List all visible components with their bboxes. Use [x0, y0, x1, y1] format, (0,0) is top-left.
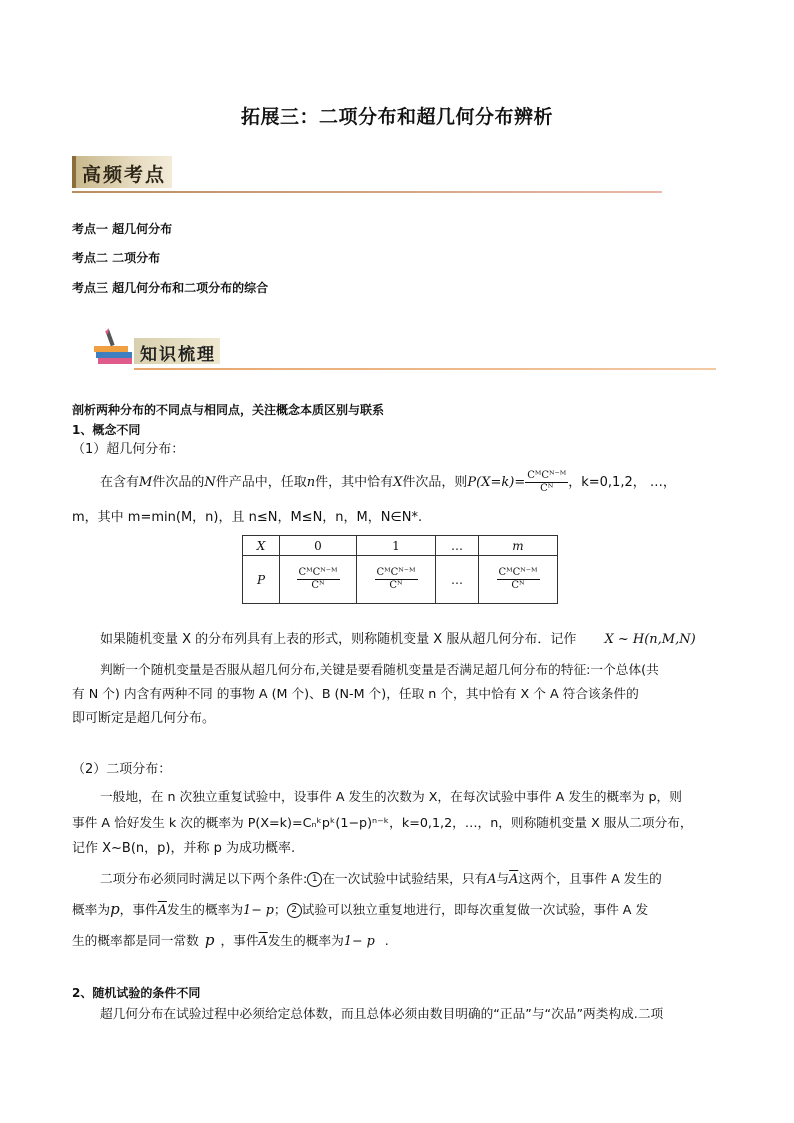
distribution-table — [242, 535, 558, 604]
banner-label: 知识梳理 — [140, 345, 216, 365]
text: . — [384, 933, 389, 948]
text: 生的概率都是同一常数 — [72, 933, 199, 948]
text: 件产品中，任取 — [215, 475, 307, 490]
kaodian-item-1: 考点一 超几何分布 — [72, 222, 173, 236]
fraction-numerator: CᴹCᴺ⁻ᴹ — [376, 567, 416, 578]
banner-underline — [134, 368, 716, 370]
circled-number-2: 2 — [287, 903, 302, 918]
var-n: n — [306, 475, 316, 490]
fraction-denominator: Cᴺ — [311, 580, 325, 591]
text: 发生的概率为 — [267, 933, 344, 948]
section-1-sub-2: （2）二项分布： — [72, 762, 172, 777]
table-cell: 0 — [280, 536, 357, 556]
var-p: p — [204, 931, 215, 949]
text: 件，其中恰有 — [315, 475, 394, 490]
text: 试验可以独立重复地进行，即每次重复做一次试验，事件 A 发 — [301, 902, 649, 917]
table-cell — [357, 556, 436, 604]
text: 概率为 — [72, 902, 111, 917]
hyper-judge-line-3: 即可断定是超几何分布。 — [72, 711, 216, 726]
formula-lhs: P(X=k)= — [467, 475, 526, 490]
text: ，事件 — [220, 933, 259, 948]
text: 件次品，则 — [402, 475, 468, 490]
banner-label: 高频考点 — [82, 164, 167, 186]
hyper-judge-line-1: 判断一个随机变量是否服从超几何分布,关键是要看随机变量是否满足超几何分布的特征:一个总体(共 — [100, 662, 659, 677]
table-cell — [479, 556, 558, 604]
one-minus-p: 1− p — [243, 902, 274, 917]
fraction-numerator: CᴹCᴺ⁻ᴹ — [498, 567, 538, 578]
text: ； — [273, 902, 287, 917]
binomial-line-1: 一般地，在 n 次独立重复试验中，设事件 A 发生的次数为 X，在每次试验中事件 A 发生的概率为 p，则 — [100, 789, 682, 804]
binomial-cond-line-2 — [72, 899, 648, 920]
circled-number-1: 1 — [307, 872, 322, 887]
table-cell — [280, 556, 357, 604]
var-X: X — [393, 475, 403, 490]
table-fraction — [497, 567, 540, 592]
table-cell: 1 — [357, 536, 436, 556]
text: 二项分布必须同时满足以下两个条件: — [100, 871, 308, 886]
var-A-bar: $\overline{A}$ — [509, 871, 519, 886]
text: 件次品的 — [152, 475, 205, 490]
var-M: M — [139, 475, 153, 490]
hyper-def-line-2: m，其中 m=min(M，n)，且 n≤N，M≤N，n，M，N∈N*. — [72, 510, 423, 525]
text: 这两个，且事件 A 发生的 — [518, 871, 662, 886]
one-minus-p: 1− p — [343, 933, 375, 948]
binomial-cond-line-3 — [72, 930, 389, 951]
text: 如果随机变量 X 的分布列具有上表的形式，则称随机变量 X 服从超几何分布．记作 — [100, 632, 577, 647]
binomial-cond-line-1 — [100, 869, 662, 889]
text: 在含有 — [100, 475, 140, 490]
section-2-title: 2、随机试验的条件不同 — [72, 986, 201, 1000]
section-1-title: 1、概念不同 — [72, 423, 141, 437]
table-cell: … — [436, 556, 479, 604]
fraction-numerator: CᴹCᴺ⁻ᴹ — [298, 567, 338, 578]
text: ，事件 — [119, 902, 158, 917]
text: 在一次试验中试验结果，只有 — [322, 871, 488, 886]
banner-underline — [72, 191, 662, 193]
table-fraction — [297, 567, 340, 592]
table-cell: P — [243, 556, 280, 604]
intro-line: 剖析两种分布的不同点与相同点，关注概念本质区别与联系 — [72, 403, 385, 417]
hyper-notation-line — [100, 630, 696, 650]
section-2-line-1: 超几何分布在试验过程中必须给定总体数，而且总体必须由数目明确的“正品”与“次品”两类构成.二项 — [100, 1006, 664, 1021]
var-N: N — [204, 475, 216, 490]
section-1-sub-1: （1）超几何分布： — [72, 442, 185, 457]
var-A: A — [487, 871, 497, 886]
kaodian-item-3: 考点三 超几何分布和二项分布的综合 — [72, 281, 269, 295]
var-A-bar: $\overline{A}$ — [157, 902, 167, 917]
text: 发生的概率为 — [166, 902, 244, 917]
fraction-denominator: Cᴺ — [511, 580, 525, 591]
fraction-denominator: Cᴺ — [540, 483, 554, 494]
hyper-judge-line-2: 有 N 个) 内含有两种不同 的事物 A (M 个)、B (N-M 个)，任取 n 个，其中恰有 X 个 A 符合该条件的 — [72, 686, 639, 701]
hyper-def-line-1 — [100, 470, 740, 495]
formula-tail: ，k=0,1,2， …， — [568, 475, 676, 490]
fraction-denominator: Cᴺ — [389, 580, 403, 591]
notation: X ~ H(n,M,N) — [604, 632, 696, 647]
kaodian-item-2: 考点二 二项分布 — [72, 251, 161, 265]
books-icon — [94, 328, 136, 368]
binomial-line-3: 记作 X~B(n，p)，并称 p 为成功概率. — [72, 841, 296, 856]
table-fraction — [375, 567, 418, 592]
table-row — [243, 556, 558, 604]
page-title: 拓展三：二项分布和超几何分布辨析 — [240, 106, 553, 128]
var-A-bar: $\overline{A}$ — [258, 933, 268, 948]
var-p: p — [110, 900, 120, 918]
table-cell: X — [243, 536, 280, 556]
binomial-line-2: 事件 A 恰好发生 k 次的概率为 P(X=k)=Cₙᵏpᵏ(1−p)ⁿ⁻ᵏ，k=0,1,2，…，n，则称随机变量 X 服从二项分布， — [72, 815, 693, 830]
hyper-fraction — [525, 470, 568, 495]
table-cell: … — [436, 536, 479, 556]
high-frequency-banner — [72, 156, 662, 196]
fraction-numerator: CᴹCᴺ⁻ᴹ — [527, 470, 567, 481]
knowledge-banner — [90, 322, 716, 374]
text: 与 — [496, 871, 510, 886]
table-cell: m — [479, 536, 558, 556]
table-row — [243, 536, 558, 556]
